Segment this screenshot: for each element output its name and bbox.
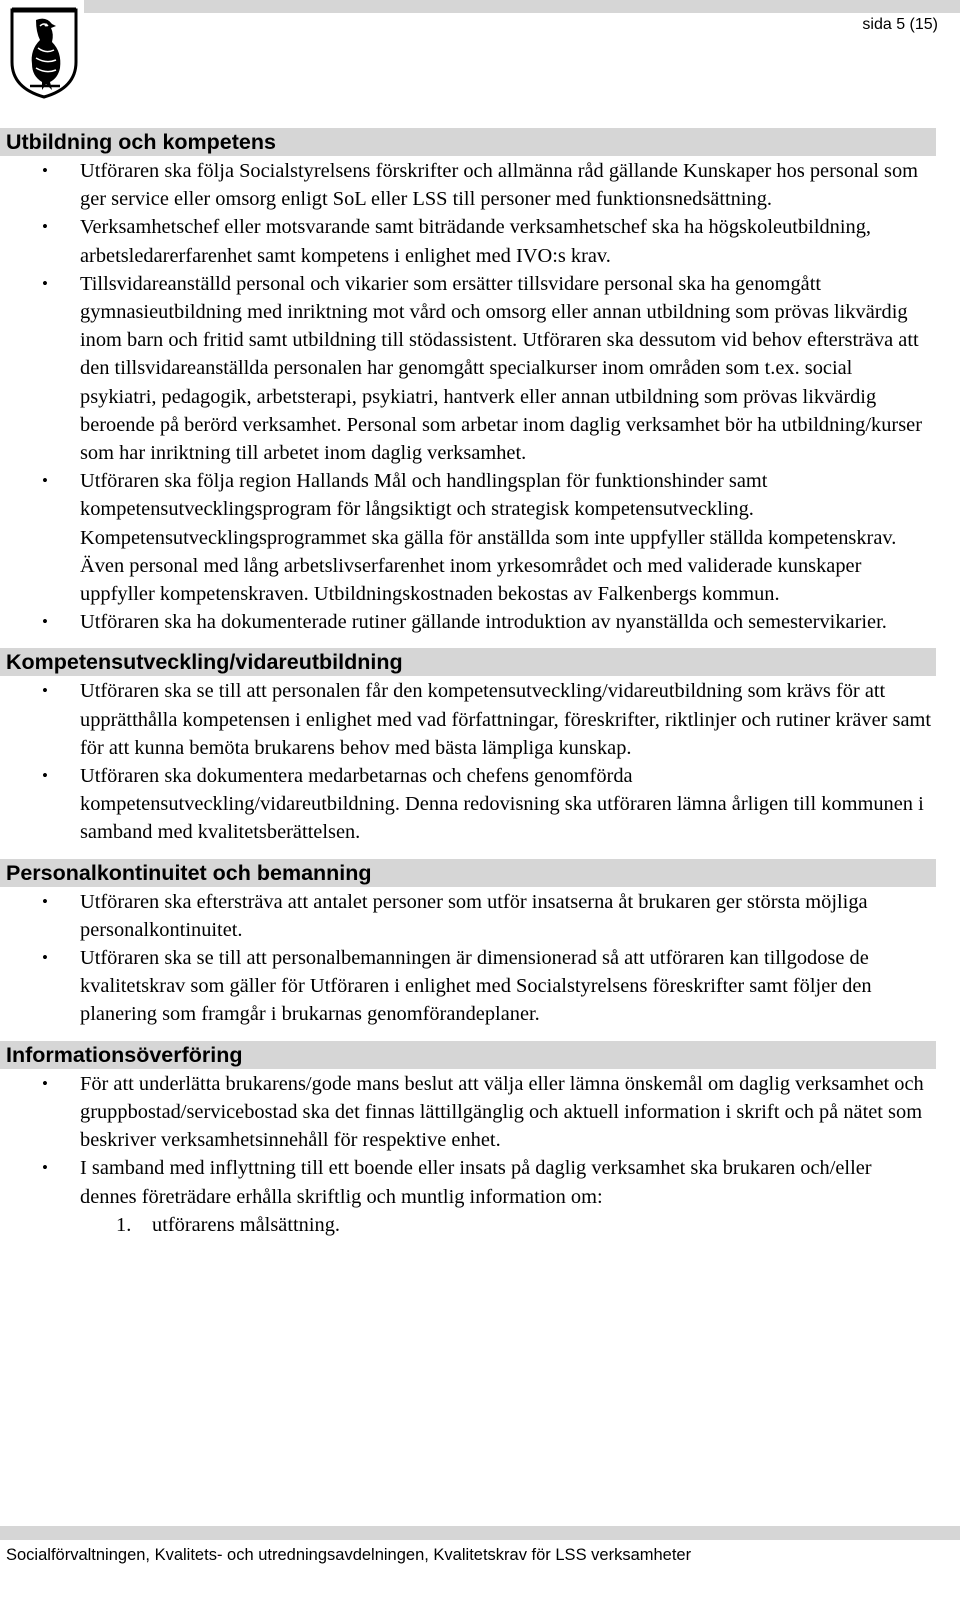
bullet-icon: • [42,161,48,180]
section-utbildning [0,128,960,636]
list-item-text: Utföraren ska eftersträva att antalet personer som utför insatserna åt brukaren ger största möjliga personalkontinuitet. [80,890,868,941]
list-item [0,1070,960,1155]
section-heading: Informationsöverföring [0,1041,936,1069]
list-item-text: Utföraren ska dokumentera medarbetarnas och chefens genomförda kompetensutveckling/vidareutbildning. Denna redovisning ska utföraren lämna årligen till kommunen i samband med kvalitetsberättelsen. [80,765,924,844]
bullet-icon: • [42,1073,48,1093]
bullet-icon: • [42,948,48,968]
document-body [0,128,960,1239]
numbered-item-number: 1. [116,1213,132,1236]
section-heading: Utbildning och kompetens [0,128,936,156]
list-item [0,213,960,269]
bullet-icon: • [42,766,48,786]
bullet-icon: • [42,217,48,237]
bullet-icon: • [42,681,48,701]
section-heading: Personalkontinuitet och bemanning [0,859,936,887]
list-item-text: Utföraren ska ha dokumenterade rutiner gällande introduktion av nyanställda och semestervikarier. [80,611,887,634]
bullet-icon: • [42,1158,48,1178]
list-item-text: Verksamhetschef eller motsvarande samt biträdande verksamhetschef ska ha högskoleutbildning, arbetsledarerfarenhet samt kompetens i enlighet med IVO:s krav. [80,216,872,267]
numbered-list [0,1211,960,1239]
section-heading: Kompetensutveckling/vidareutbildning [0,648,936,676]
bullet-icon: • [42,471,48,491]
list-item [0,1154,960,1210]
section-kompetensutveckling [0,648,960,846]
list-item-text: Utföraren ska se till att personalbemanningen är dimensionerad så att utföraren kan tillgodose de kvalitetskrav som gäller för Utföraren i enlighet med Socialstyrelsens föreskrifter samt följer den planering som framgår i brukarnas genomförandeplaner. [80,947,872,1026]
bullet-icon: • [42,891,48,911]
list-item-text: Utföraren ska följa region Hallands Mål och handlingsplan för funktionshinder samt kompetensutvecklingsprogram för långsiktigt och strategisk kompetensutveckling. Kompetensutvecklingsprogrammet ska gälla för anställda som inte uppfyller ställda kompetenskrav. Även personal med lång arbetslivserfarenhet inom yrkesområdet och med validerade kunskaper uppfyller kompetenskraven. Utbildningskostnaden bekostas av Falkenbergs kommun. [80,470,897,606]
header-rule [84,0,960,13]
bullet-icon: • [42,273,48,293]
bullet-icon: • [42,612,48,632]
bullet-list [0,1070,960,1211]
section-personalkontinuitet [0,859,960,1029]
list-item [0,677,960,762]
bullet-list [0,677,960,846]
list-item-text: Tillsvidareanställd personal och vikarier som ersätter tillsvidare personal ska ha genomgått gymnasieutbildning med inriktning mot vård och omsorg eller annan utbildning som prövas likvärdig inom barn och fritid samt utbildning till stödassistent. Utföraren ska dessutom vid behov eftersträva att den tillsvidareanställda personalen har genomgått specialkurser inom områden som t.ex. social psykiatri, pedagogik, arbetsterapi, psykiatri, hantverk eller annan utbildning som prövas likvärdig beroende på berörd verksamhet. Personal som arbetar inom daglig verksamhet bör ha utbildning/kurser som har inriktning till arbetet inom daglig verksamhet. [80,272,922,465]
numbered-item-text: utförarens målsättning. [152,1213,340,1236]
falcon-coat-of-arms-icon [6,4,82,100]
list-item-text: För att underlätta brukarens/gode mans beslut att välja eller lämna önskemål om daglig verksamhet och gruppbostad/servicebostad ska det finnas lättillgänglig och aktuell information i skrift och på nätet som beskriver verksamhetsinnehåll för respektive enhet. [80,1072,924,1152]
list-item [0,888,960,944]
list-item [0,762,960,847]
list-item-text: Utföraren ska följa Socialstyrelsens förskrifter och allmänna råd gällande Kunskaper hos personal som ger service eller omsorg enligt SoL eller LSS till personer med funktionsnedsättning. [80,160,919,211]
numbered-item [0,1211,960,1239]
list-item-text: I samband med inflyttning till ett boende eller insats på daglig verksamhet ska brukaren och/eller dennes företrädare erhålla skriftlig och muntlig information om: [80,1157,872,1208]
list-item-text: Utföraren ska se till att personalen får den kompetensutveckling/vidareutbildning som krävs för att upprätthålla kompetensen i enlighet med vad författningar, föreskrifter, riktlinjer och rutiner kräver samt för att kunna bemöta brukarens behov med bästa lämpliga kunskap. [80,680,932,759]
list-item [0,608,960,636]
footer-rule [0,1526,960,1540]
list-item [0,157,960,213]
list-item [0,270,960,467]
footer-text: Socialförvaltningen, Kvalitets- och utredningsavdelningen, Kvalitetskrav för LSS verksamheter [6,1546,692,1564]
section-informationsoverforing [0,1041,960,1239]
list-item [0,467,960,608]
bullet-list [0,157,960,636]
list-item [0,944,960,1029]
page-number: sida 5 (15) [862,16,938,33]
bullet-list [0,888,960,1029]
